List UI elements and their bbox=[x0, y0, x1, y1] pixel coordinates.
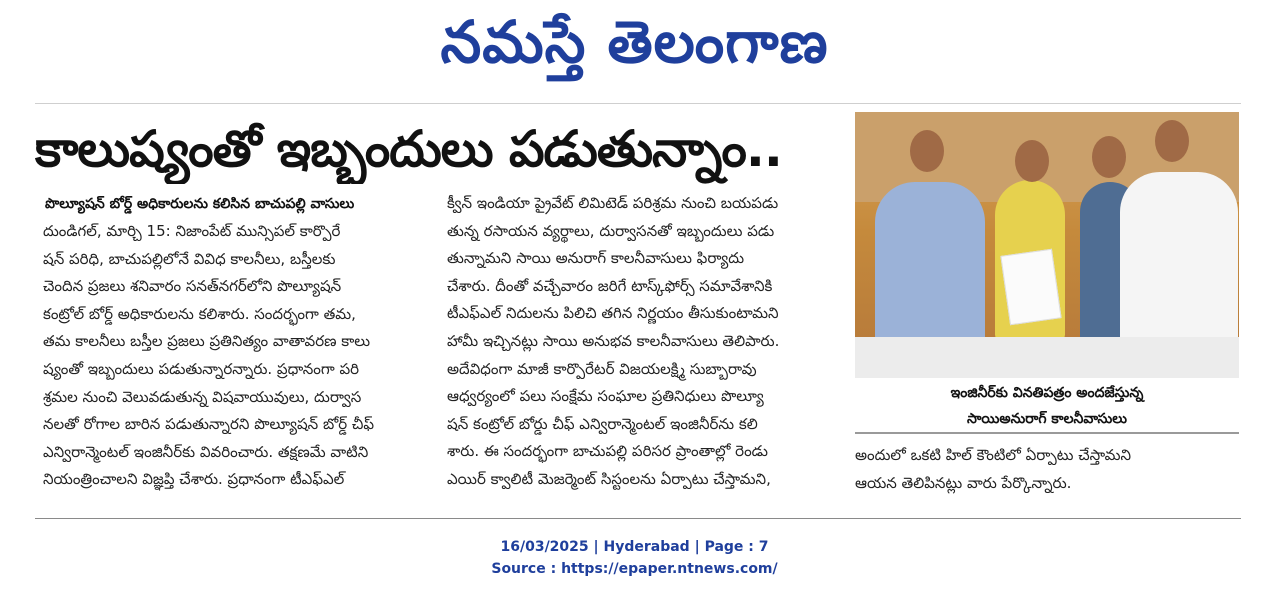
column-2-line: తున్న రసాయన వ్యర్థాలు, దుర్వాసనతో ఇబ్బందులు పడు bbox=[447, 221, 775, 240]
column-1-line: దుండిగల్, మార్చి 15: నిజాంపేట్ మున్సిపల్ కార్పొరే bbox=[43, 222, 341, 240]
column-1-line: షన్ పరిధి, బాచుపల్లిలోనే వివిధ కాలనీలు, బస్తీలకు bbox=[43, 249, 336, 268]
column-2-line: ఆధ్వర్యంలో పలు సంక్షేమ సంఘాల ప్రతినిధులు పొల్యూ bbox=[447, 387, 764, 406]
column-2-line: అదేవిధంగా మాజీ కార్పొరేటర్ విజయలక్ష్మి సుబ్బారావు bbox=[447, 359, 757, 378]
column-3-line: అందులో ఒకటి హిల్ కౌంటిలో ఏర్పాటు చేస్తామని bbox=[855, 446, 1132, 464]
photo-person-head bbox=[1155, 120, 1189, 162]
column-2-line: ఎయిర్ క్వాలిటీ మెజర్మెంట్ సిస్టంలను ఏర్పాటు చేస్తామని, bbox=[447, 469, 771, 488]
column-1-line: ష్యంతో ఇబ్బందులు పడుతున్నారన్నారు. ప్రధానంగా పరి bbox=[43, 359, 360, 378]
photo-person bbox=[875, 182, 985, 352]
column-1-line: నలతో రోగాల బారిన పడుతున్నారని పొల్యూషన్ బోర్డ్ చీఫ్ bbox=[43, 415, 375, 434]
column-2-line: క్వీన్ ఇండియా ప్రైవేట్ లిమిటెడ్ పరిశ్రమ నుంచి బయపడు bbox=[447, 194, 779, 212]
photo-desk bbox=[855, 337, 1239, 378]
footer-meta: 16/03/2025 | Hyderabad | Page : 7 bbox=[500, 539, 769, 555]
column-2-line: టీఎఫ్‌ఎల్ నిదులను పిలిచి తగిన నిర్ణయం తీసుకుంటామని bbox=[447, 304, 779, 323]
article-column-2 bbox=[447, 190, 837, 494]
column-2-line: తున్నామని సాయి అనురాగ్ కాలనీవాసులు ఫిర్యాదు bbox=[447, 249, 745, 268]
article-headline: కాలుష్యంతో ఇబ్బందులు పడుతున్నాం.. bbox=[35, 120, 782, 178]
column-1-line: ఎన్విరాన్మెంటల్ ఇంజినీర్‌కు వివరించారు. తక్షణమే వాటిని bbox=[43, 442, 369, 461]
photo-caption bbox=[855, 380, 1239, 436]
column-2-line: శారు. ఈ సందర్భంగా బాచుపల్లి పరిసర ప్రాంతాల్లో రెండు bbox=[447, 442, 768, 461]
caption-line-1: ఇంజినీర్‌కు వినతిపత్రం అందజేస్తున్న bbox=[950, 385, 1144, 401]
column-2-line: హామీ ఇచ్చినట్లు సాయి అనుభవ కాలనీవాసులు తెలిపారు. bbox=[447, 331, 780, 350]
column-1-line: తమ కాలనీలు బస్తీల ప్రజలు ప్రతినిత్యం వాతావరణ కాలు bbox=[43, 332, 371, 351]
photo-person-head bbox=[1015, 140, 1049, 182]
column-1-line: కంట్రోల్ బోర్డ్ అధికారులను కలిశారు. సందర్భంగా తమ, bbox=[43, 304, 356, 323]
column-1-line: చెందిన ప్రజలు శనివారం సనత్‌నగర్‌లోని పొల్యూషన్ bbox=[43, 277, 342, 296]
column-2-line: షన్ కంట్రోల్ బోర్డు చీఫ్ ఎన్విరాన్మెంటల్ ఇంజినీర్‌ను కలి bbox=[447, 414, 758, 433]
article-column-3 bbox=[855, 442, 1238, 497]
newspaper-masthead: నమస్తే తెలంగాణ bbox=[440, 8, 829, 76]
column-3-line: ఆయన తెలిపినట్లు వారు పేర్కొన్నారు. bbox=[855, 473, 1072, 492]
photo-person-head bbox=[910, 130, 944, 172]
caption-line-2: సాయిఅనురాగ్ కాలనీవాసులు bbox=[855, 406, 1239, 434]
column-2-line: చేశారు. దీంతో వచ్చేవారం జరిగే టాస్క్‌ఫోర్స్ సమావేశానికి bbox=[447, 276, 773, 295]
petition-document bbox=[1000, 249, 1061, 326]
page-footer bbox=[0, 536, 1269, 580]
column-1-line: నియంత్రించాలని విజ్ఞప్తి చేశారు. ప్రధానంగా టీఎఫ్‌ఎల్ bbox=[43, 470, 345, 489]
footer-source: Source : https://epaper.ntnews.com/ bbox=[491, 561, 778, 577]
article-column-1 bbox=[43, 218, 433, 494]
news-clipping bbox=[35, 103, 1241, 519]
photo-person-head bbox=[1092, 136, 1126, 178]
column-1-line: శ్రమల నుంచి వెలువడుతున్న విషవాయువులు, దుర్వాస bbox=[43, 387, 362, 406]
news-photo bbox=[855, 112, 1239, 378]
article-subhead: పొల్యూషన్ బోర్డ్ అధికారులను కలిసిన బాచుపల్లి వాసులు bbox=[45, 196, 355, 212]
